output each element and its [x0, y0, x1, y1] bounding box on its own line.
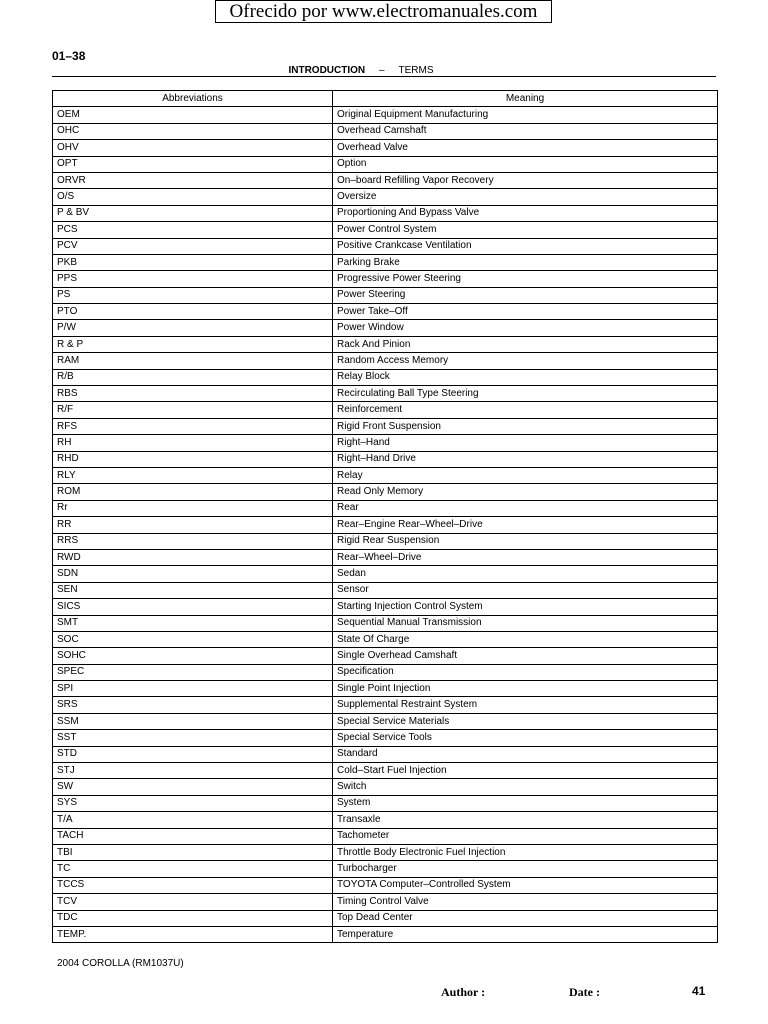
table-row [53, 664, 718, 680]
meaning-cell: Top Dead Center [333, 910, 718, 926]
abbreviation-cell: SOHC [53, 648, 333, 664]
abbreviation-cell: SEN [53, 582, 333, 598]
meaning-cell: On–board Refilling Vapor Recovery [333, 172, 718, 188]
abbreviation-cell: TC [53, 861, 333, 877]
abbreviation-cell: RRS [53, 533, 333, 549]
abbreviation-cell: ORVR [53, 172, 333, 188]
abbreviation-cell: R/B [53, 369, 333, 385]
abbreviation-cell: Rr [53, 500, 333, 516]
meaning-cell: Read Only Memory [333, 484, 718, 500]
meaning-cell: Parking Brake [333, 254, 718, 270]
meaning-cell: Cold–Start Fuel Injection [333, 763, 718, 779]
meaning-cell: Recirculating Ball Type Steering [333, 386, 718, 402]
meaning-cell: Sedan [333, 566, 718, 582]
meaning-cell: Throttle Body Electronic Fuel Injection [333, 844, 718, 860]
table-row [53, 861, 718, 877]
table-row [53, 828, 718, 844]
abbreviation-cell: PCS [53, 222, 333, 238]
meaning-cell: Relay [333, 467, 718, 483]
meaning-cell: Right–Hand [333, 435, 718, 451]
meaning-cell: Proportioning And Bypass Valve [333, 205, 718, 221]
table-row [53, 353, 718, 369]
abbreviation-cell: OPT [53, 156, 333, 172]
footer-date-label: Date : [569, 985, 600, 999]
abbreviation-cell: R/F [53, 402, 333, 418]
table-row [53, 795, 718, 811]
meaning-cell: Rear [333, 500, 718, 516]
table-row [53, 484, 718, 500]
abbreviation-cell: PKB [53, 254, 333, 270]
table-row [53, 451, 718, 467]
meaning-cell: Overhead Camshaft [333, 123, 718, 139]
meaning-cell: Power Take–Off [333, 304, 718, 320]
meaning-cell: Power Window [333, 320, 718, 336]
section-dash: – [379, 65, 385, 76]
abbreviation-cell: SRS [53, 697, 333, 713]
abbreviation-cell: RH [53, 435, 333, 451]
table-row [53, 304, 718, 320]
abbreviation-cell: RWD [53, 549, 333, 565]
table-row [53, 271, 718, 287]
meaning-cell: Special Service Materials [333, 713, 718, 729]
abbreviation-cell: OHC [53, 123, 333, 139]
abbreviation-cell: P/W [53, 320, 333, 336]
abbreviation-cell: RBS [53, 386, 333, 402]
meaning-cell: Original Equipment Manufacturing [333, 107, 718, 123]
abbreviation-cell: STD [53, 746, 333, 762]
table-header-row [53, 91, 718, 107]
abbreviation-cell: OEM [53, 107, 333, 123]
abbreviation-cell: PS [53, 287, 333, 303]
meaning-cell: Temperature [333, 926, 718, 942]
table-row [53, 189, 718, 205]
table-row [53, 386, 718, 402]
abbreviation-cell: PPS [53, 271, 333, 287]
meaning-cell: Special Service Tools [333, 730, 718, 746]
meaning-cell: Timing Control Valve [333, 894, 718, 910]
meaning-cell: Positive Crankcase Ventilation [333, 238, 718, 254]
table-row [53, 812, 718, 828]
meaning-cell: System [333, 795, 718, 811]
column-header-abbreviations: Abbreviations [53, 91, 333, 107]
table-row [53, 172, 718, 188]
abbreviation-cell: SOC [53, 631, 333, 647]
meaning-cell: Standard [333, 746, 718, 762]
abbreviation-cell: R & P [53, 336, 333, 352]
table-row [53, 517, 718, 533]
abbreviation-cell: TCV [53, 894, 333, 910]
table-row [53, 123, 718, 139]
meaning-cell: Power Steering [333, 287, 718, 303]
footer-model: 2004 COROLLA (RM1037U) [57, 958, 184, 969]
abbreviation-cell: STJ [53, 763, 333, 779]
meaning-cell: Transaxle [333, 812, 718, 828]
table-row [53, 320, 718, 336]
table-row [53, 648, 718, 664]
meaning-cell: Single Point Injection [333, 681, 718, 697]
abbreviation-cell: RAM [53, 353, 333, 369]
abbreviation-cell: SDN [53, 566, 333, 582]
abbreviation-cell: OHV [53, 140, 333, 156]
meaning-cell: Rigid Rear Suspension [333, 533, 718, 549]
table-row [53, 467, 718, 483]
section-heading [0, 65, 722, 76]
meaning-cell: Sensor [333, 582, 718, 598]
page-code: 01–38 [52, 49, 86, 63]
table-row [53, 254, 718, 270]
table-row [53, 140, 718, 156]
table-row [53, 500, 718, 516]
table-body [53, 107, 718, 943]
table-row [53, 533, 718, 549]
meaning-cell: Overhead Valve [333, 140, 718, 156]
meaning-cell: Random Access Memory [333, 353, 718, 369]
abbreviation-cell: TDC [53, 910, 333, 926]
source-banner: Ofrecido por www.electromanuales.com [215, 0, 552, 23]
meaning-cell: Power Control System [333, 222, 718, 238]
table-row [53, 713, 718, 729]
abbreviation-cell: T/A [53, 812, 333, 828]
table-row [53, 582, 718, 598]
meaning-cell: TOYOTA Computer–Controlled System [333, 877, 718, 893]
table-row [53, 615, 718, 631]
table-row [53, 877, 718, 893]
abbreviation-cell: P & BV [53, 205, 333, 221]
footer-page-number: 41 [692, 984, 706, 998]
abbreviation-cell: TCCS [53, 877, 333, 893]
abbreviation-cell: O/S [53, 189, 333, 205]
table-row [53, 402, 718, 418]
table-row [53, 599, 718, 615]
meaning-cell: Oversize [333, 189, 718, 205]
meaning-cell: Reinforcement [333, 402, 718, 418]
table-row [53, 222, 718, 238]
abbreviation-cell: SST [53, 730, 333, 746]
abbreviation-cell: RHD [53, 451, 333, 467]
meaning-cell: Rack And Pinion [333, 336, 718, 352]
table-row [53, 926, 718, 942]
table-row [53, 369, 718, 385]
abbreviation-cell: SPI [53, 681, 333, 697]
meaning-cell: Specification [333, 664, 718, 680]
table-row [53, 205, 718, 221]
abbreviation-cell: TACH [53, 828, 333, 844]
meaning-cell: Relay Block [333, 369, 718, 385]
table-row [53, 566, 718, 582]
table-row [53, 746, 718, 762]
meaning-cell: Single Overhead Camshaft [333, 648, 718, 664]
meaning-cell: Right–Hand Drive [333, 451, 718, 467]
table-row [53, 894, 718, 910]
meaning-cell: Progressive Power Steering [333, 271, 718, 287]
meaning-cell: Rear–Wheel–Drive [333, 549, 718, 565]
abbreviations-table [52, 90, 718, 943]
abbreviation-cell: SYS [53, 795, 333, 811]
abbreviation-cell: SMT [53, 615, 333, 631]
table-row [53, 681, 718, 697]
table-row [53, 697, 718, 713]
abbreviation-cell: RR [53, 517, 333, 533]
column-header-meaning: Meaning [333, 91, 718, 107]
table-row [53, 238, 718, 254]
abbreviation-cell: SSM [53, 713, 333, 729]
meaning-cell: Rear–Engine Rear–Wheel–Drive [333, 517, 718, 533]
table-row [53, 156, 718, 172]
meaning-cell: Supplemental Restraint System [333, 697, 718, 713]
table-row [53, 107, 718, 123]
meaning-cell: State Of Charge [333, 631, 718, 647]
abbreviation-cell: RLY [53, 467, 333, 483]
table-row [53, 418, 718, 434]
meaning-cell: Sequential Manual Transmission [333, 615, 718, 631]
meaning-cell: Switch [333, 779, 718, 795]
table-row [53, 779, 718, 795]
abbreviation-cell: ROM [53, 484, 333, 500]
meaning-cell: Starting Injection Control System [333, 599, 718, 615]
abbreviation-cell: SPEC [53, 664, 333, 680]
section-subtitle: TERMS [398, 65, 434, 76]
meaning-cell: Tachometer [333, 828, 718, 844]
abbreviation-cell: PCV [53, 238, 333, 254]
table-row [53, 631, 718, 647]
meaning-cell: Rigid Front Suspension [333, 418, 718, 434]
abbreviation-cell: PTO [53, 304, 333, 320]
abbreviation-cell: TEMP. [53, 926, 333, 942]
meaning-cell: Option [333, 156, 718, 172]
abbreviation-cell: SW [53, 779, 333, 795]
abbreviation-cell: SICS [53, 599, 333, 615]
footer-author-label: Author : [441, 985, 486, 999]
header-rule [52, 76, 716, 77]
abbreviation-cell: RFS [53, 418, 333, 434]
table-row [53, 549, 718, 565]
table-row [53, 763, 718, 779]
table-row [53, 910, 718, 926]
table-row [53, 435, 718, 451]
table-row [53, 336, 718, 352]
table-row [53, 287, 718, 303]
abbreviation-cell: TBI [53, 844, 333, 860]
meaning-cell: Turbocharger [333, 861, 718, 877]
table-row [53, 730, 718, 746]
table-row [53, 844, 718, 860]
section-title: INTRODUCTION [288, 65, 366, 76]
